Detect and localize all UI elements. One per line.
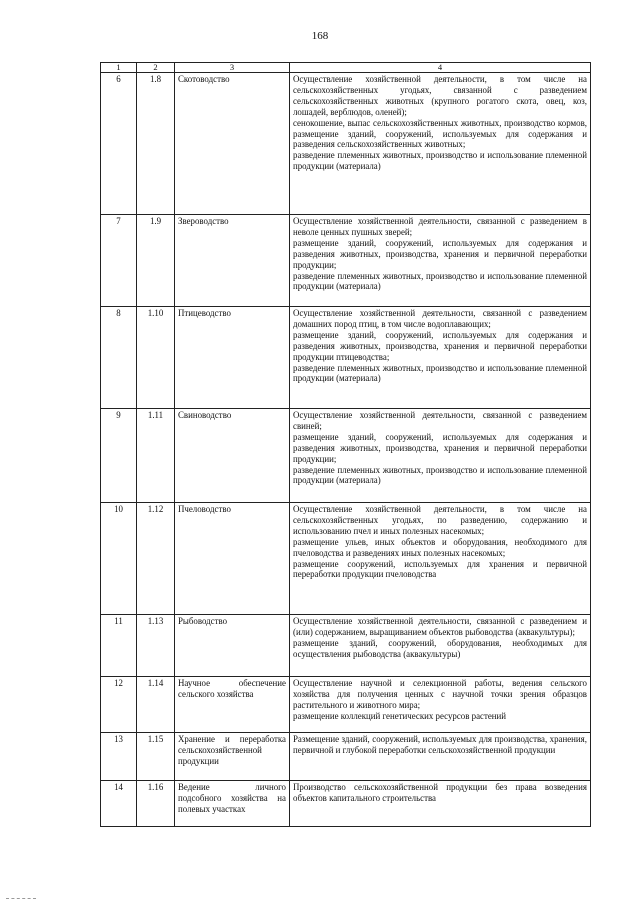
scan-edge-mark	[6, 898, 36, 901]
land-use-name: Научное обеспечение сельского хозяйства	[175, 677, 290, 733]
land-use-description	[290, 733, 591, 781]
land-use-description	[290, 73, 591, 215]
land-use-description	[290, 503, 591, 615]
page-number: 168	[311, 30, 329, 42]
land-use-code: 1.10	[137, 307, 175, 409]
table-row	[101, 615, 591, 677]
column-header-1: 1	[101, 63, 137, 73]
description-paragraph: Осуществление хозяйственной деятельности, в том числе на сельскохозяйственных угодьях, по разведению, содержанию и использованию пчел и иных полезных насекомых;	[293, 504, 587, 536]
description-paragraph: размещение сооружений, используемых для хранения и первичной переработки продукции пчеловодства	[293, 558, 587, 580]
description-paragraph: разведение племенных животных, производство и использование племенной продукции (материала)	[293, 150, 587, 172]
land-use-code: 1.15	[137, 733, 175, 781]
land-use-code: 1.8	[137, 73, 175, 215]
row-number: 12	[101, 677, 137, 733]
description-paragraph: размещение зданий, сооружений, используемых для содержания и разведения животных, производства, хранения и первичной переработки продукции;	[293, 431, 587, 464]
column-header-4: 4	[290, 63, 591, 73]
land-use-description	[290, 615, 591, 677]
table-row	[101, 307, 591, 409]
description-paragraph: размещение зданий, сооружений, используемых для содержания и разведения животных, производства, хранения и первичной переработки продукции;	[293, 237, 587, 270]
row-number: 10	[101, 503, 137, 615]
description-paragraph: размещение коллекций генетических ресурсов растений	[293, 710, 507, 721]
land-use-name: Звероводство	[175, 215, 290, 307]
land-use-name: Свиноводство	[175, 409, 290, 503]
row-number: 14	[101, 781, 137, 827]
land-use-code: 1.12	[137, 503, 175, 615]
land-use-code: 1.9	[137, 215, 175, 307]
land-use-name: Ведение личного подсобного хозяйства на полевых участках	[175, 781, 290, 827]
table-row	[101, 409, 591, 503]
table-row	[101, 73, 591, 215]
row-number: 8	[101, 307, 137, 409]
land-use-description	[290, 215, 591, 307]
land-use-description	[290, 781, 591, 827]
table-row	[101, 781, 591, 827]
land-use-description	[290, 307, 591, 409]
row-number: 7	[101, 215, 137, 307]
land-use-name: Рыбоводство	[175, 615, 290, 677]
land-use-description	[290, 677, 591, 733]
land-use-name: Птицеводство	[175, 307, 290, 409]
description-paragraph: разведение племенных животных, производство и использование племенной продукции (материала)	[293, 362, 587, 384]
description-paragraph: размещение зданий, сооружений, используемых для содержания и разведения животных, производства, хранения и первичной переработки продукции птицеводства;	[293, 329, 587, 362]
table-row	[101, 677, 591, 733]
land-use-code: 1.16	[137, 781, 175, 827]
description-paragraph: Размещение зданий, сооружений, используемых для производства, хранения, первичной и глубокой переработки сельскохозяйственной продукции	[293, 734, 587, 755]
description-paragraph: Осуществление хозяйственной деятельности, связанной с разведением домашних пород птиц, в том числе водоплавающих;	[293, 308, 587, 329]
description-paragraph: размещение зданий, сооружений, оборудования, необходимых для осуществления рыбоводства (аквакультуры)	[293, 637, 587, 659]
row-number: 6	[101, 73, 137, 215]
description-paragraph: Осуществление хозяйственной деятельности, в том числе на сельскохозяйственных угодьях, связанной с разведением сельскохозяйственных животных (крупного рогатого скота, овец, коз, лошадей, верблюдов, оленей);	[293, 74, 587, 117]
description-paragraph: разведение племенных животных, производство и использование племенной продукции (материала)	[293, 270, 587, 292]
row-number: 9	[101, 409, 137, 503]
description-paragraph: Осуществление научной и селекционной работы, ведения сельского хозяйства для получения ценных с научной точки зрения образцов растительного и животного мира;	[293, 678, 587, 710]
column-header-2: 2	[137, 63, 175, 73]
land-use-name: Хранение и переработка сельскохозяйственной продукции	[175, 733, 290, 781]
row-number: 11	[101, 615, 137, 677]
description-paragraph: Осуществление хозяйственной деятельности, связанной с разведением свиней;	[293, 410, 587, 431]
description-paragraph: размещение ульев, иных объектов и оборудования, необходимого для пчеловодства и разведениях иных полезных насекомых;	[293, 536, 587, 558]
table-row	[101, 733, 591, 781]
land-use-code: 1.14	[137, 677, 175, 733]
description-paragraph: разведение племенных животных, производство и использование племенной продукции (материала)	[293, 464, 587, 486]
land-use-code: 1.11	[137, 409, 175, 503]
row-number: 13	[101, 733, 137, 781]
table-row	[101, 215, 591, 307]
land-use-code: 1.13	[137, 615, 175, 677]
table-header-row	[101, 63, 591, 73]
land-use-table	[100, 62, 591, 827]
table-body	[101, 73, 591, 827]
table-row	[101, 503, 591, 615]
description-paragraph: сенокошение, выпас сельскохозяйственных животных, производство кормов, размещение зданий, сооружений, используемых для содержания и разведения сельскохозяйственных животных;	[293, 117, 587, 150]
land-use-name: Скотоводство	[175, 73, 290, 215]
land-use-name: Пчеловодство	[175, 503, 290, 615]
description-paragraph: Осуществление хозяйственной деятельности, связанной с разведением и (или) содержанием, выращиванием объектов рыбоводства (аквакультуры);	[293, 616, 587, 637]
description-paragraph: Производство сельскохозяйственной продукции без права возведения объектов капитального строительства	[293, 782, 587, 803]
land-use-description	[290, 409, 591, 503]
description-paragraph: Осуществление хозяйственной деятельности, связанной с разведением в неволе ценных пушных зверей;	[293, 216, 587, 237]
column-header-3: 3	[175, 63, 290, 73]
